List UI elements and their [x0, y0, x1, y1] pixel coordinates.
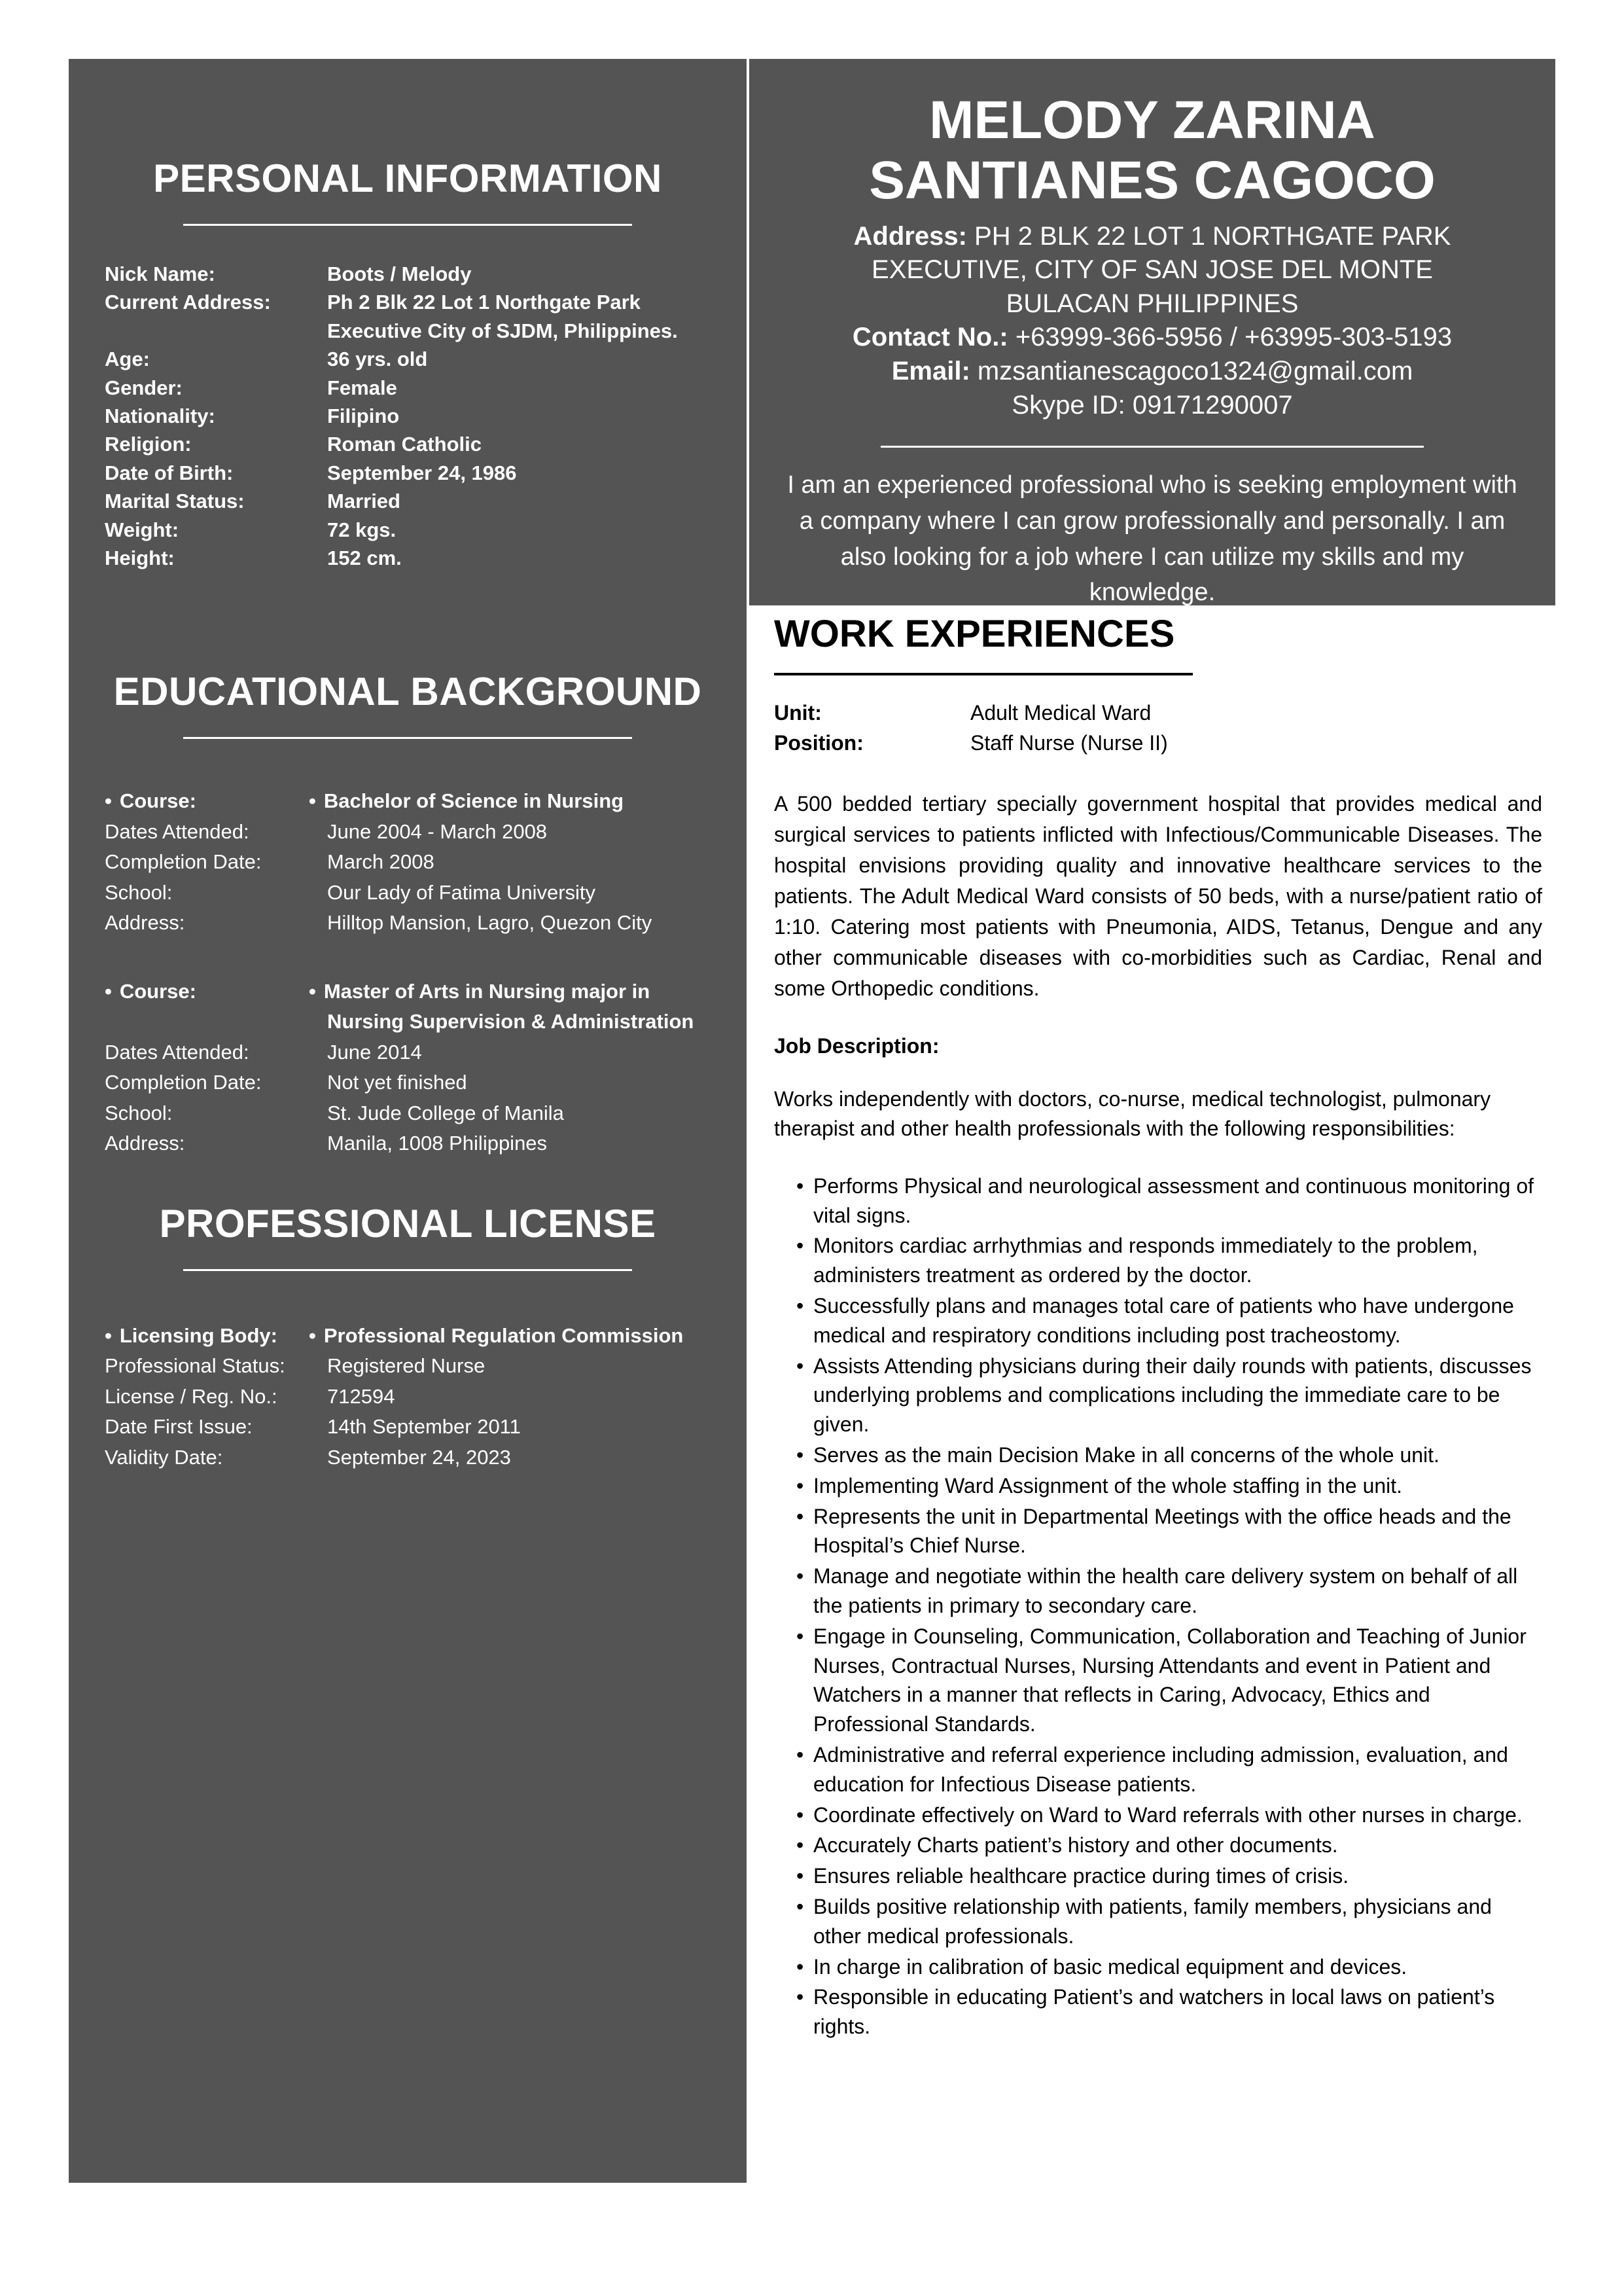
field-value: Not yet finished — [327, 1071, 467, 1094]
section-spacer — [105, 572, 711, 670]
course-label: • Course: — [105, 977, 309, 1007]
field-value: September 24, 2023 — [327, 1445, 511, 1469]
list-item: • Engage in Counseling, Communication, Collaboration and Teaching of Junior Nurses, Contractual Nurses, Nursing Attendants and event in Patient and Watchers in a manner that reflects in Caring, Advocacy, Ethics and Professional Standards. — [796, 1622, 1542, 1739]
personal-information-title: PERSONAL INFORMATION — [153, 156, 662, 200]
education-entry — [105, 786, 711, 939]
table-row — [105, 1321, 711, 1352]
field-label: Address: — [105, 911, 185, 935]
section-spacer — [105, 1159, 711, 1202]
table-row — [105, 878, 711, 908]
field-label — [105, 317, 327, 345]
professional-license-divider — [183, 1269, 631, 1271]
table-row — [105, 908, 711, 939]
field-value: Hilltop Mansion, Lagro, Quezon City — [327, 911, 652, 935]
field-label: Dates Attended: — [105, 819, 249, 843]
work-experiences-title: WORK EXPERIENCES — [774, 613, 1175, 655]
field-label: Completion Date: — [105, 1071, 262, 1094]
table-row — [105, 1037, 711, 1068]
table-row — [105, 374, 711, 402]
educational-background-divider — [183, 737, 631, 739]
field-value: 712594 — [327, 1384, 395, 1408]
work-experiences-meta-table — [774, 698, 1542, 759]
address-line-3: BULACAN PHILIPPINES — [1006, 289, 1299, 318]
field-value: St. Jude College of Manila — [327, 1101, 564, 1124]
hospital-description: A 500 bedded tertiary specially government hospital that provides medical and surgical services to patients inflicted with Infectious/Communicable Diseases. The hospital envisions providing quality and innovative healthcare services to the patients. The Adult Medical Ward consists of 50 beds, with a nurse/patient ratio of 1:10. Catering most patients with Pneumonia, AIDS, Tetanus, Dengue and any other communicable diseases with co-morbidities such as Cardiac, Renal and some Orthopedic conditions. — [774, 791, 1542, 1000]
resume-header-panel — [749, 59, 1555, 605]
table-row — [105, 1007, 711, 1037]
list-item: • Successfully plans and manages total care of patients who have undergone medical and respiratory conditions including post tracheostomy. — [796, 1291, 1542, 1350]
skype-row: Skype ID: 09171290007 — [1012, 390, 1293, 420]
field-label: School: — [105, 1101, 173, 1124]
job-description-label: Job Description: — [774, 1034, 940, 1058]
course-value: • Master of Arts in Nursing major in — [309, 977, 711, 1007]
page-title — [781, 90, 1524, 211]
unit-value: Adult Medical Ward — [970, 701, 1152, 725]
field-label: License / Reg. No.: — [105, 1384, 277, 1408]
table-row — [105, 1128, 711, 1159]
table-row — [105, 516, 711, 544]
field-value: Our Lady of Fatima University — [327, 880, 596, 904]
list-item: • Serves as the main Decision Make in all concerns of the whole unit. — [796, 1441, 1542, 1470]
list-item: • Responsible in educating Patient’s and watchers in local laws on patient’s rights. — [796, 1982, 1542, 2041]
table-row — [774, 698, 1542, 728]
field-label: Height: — [105, 546, 175, 569]
table-row — [105, 544, 711, 572]
field-value: March 2008 — [327, 850, 434, 874]
field-label: Age: — [105, 348, 150, 371]
table-row — [105, 1351, 711, 1382]
field-label: Date of Birth: — [105, 461, 234, 484]
list-item: • Performs Physical and neurological assessment and continuous monitoring of vital signs. — [796, 1172, 1542, 1230]
work-experiences-section — [749, 612, 1567, 2043]
table-row — [105, 977, 711, 1007]
field-value: Married — [327, 490, 400, 513]
education-entry — [105, 977, 711, 1159]
table-row — [105, 459, 711, 487]
list-item: • Coordinate effectively on Ward to Ward referrals with other nurses in charge. — [796, 1801, 1542, 1830]
table-row — [105, 487, 711, 515]
field-label: Address: — [105, 1132, 185, 1155]
position-label: Position: — [774, 731, 864, 755]
email-label: Email: — [891, 357, 970, 386]
table-row — [105, 1067, 711, 1098]
email-row — [781, 355, 1524, 389]
table-row — [105, 317, 711, 345]
field-value: 152 cm. — [327, 546, 402, 569]
job-description-intro: Works independently with doctors, co-nurse, medical technologist, pulmonary therapist and other health professionals with the following responsibilities: — [774, 1087, 1491, 1141]
top-spacer — [105, 59, 711, 157]
table-row — [105, 1098, 711, 1129]
list-item: • Implementing Ward Assignment of the whole staffing in the unit. — [796, 1471, 1542, 1501]
license-entry — [105, 1321, 711, 1473]
professional-license-title: PROFESSIONAL LICENSE — [159, 1201, 656, 1246]
education-entry-table — [105, 786, 711, 939]
address-label: Address: — [853, 221, 967, 251]
field-value: Roman Catholic — [327, 433, 482, 456]
table-row — [105, 260, 711, 288]
table-row — [105, 1412, 711, 1443]
table-row — [105, 402, 711, 430]
licensing-body-label: • Licensing Body: — [105, 1321, 309, 1352]
contact-number-label: Contact No.: — [852, 323, 1008, 352]
name-line-1: MELODY ZARINA — [929, 90, 1375, 150]
list-item: • Manage and negotiate within the health care delivery system on behalf of all the patients in primary to secondary care. — [796, 1562, 1542, 1621]
field-label: Weight: — [105, 518, 179, 541]
table-row — [105, 345, 711, 373]
table-row — [105, 288, 711, 316]
address-block — [781, 220, 1524, 254]
field-value: Executive City of SJDM, Philippines. — [327, 319, 678, 342]
field-value: Registered Nurse — [327, 1354, 485, 1378]
table-row — [105, 817, 711, 848]
education-entry-table — [105, 977, 711, 1159]
course-value-continued: Nursing Supervision & Administration — [327, 1010, 694, 1033]
list-item: • Represents the unit in Departmental Meetings with the office heads and the Hospital’s Chief Nurse. — [796, 1502, 1542, 1561]
field-label: Validity Date: — [105, 1445, 223, 1469]
personal-information-table — [105, 260, 711, 572]
field-value: June 2004 - March 2008 — [327, 819, 548, 843]
table-row — [105, 847, 711, 878]
field-value: 72 kgs. — [327, 518, 397, 541]
table-row — [105, 430, 711, 458]
field-value: June 2014 — [327, 1040, 422, 1064]
email-value: mzsantianescagoco1324@gmail.com — [977, 357, 1413, 386]
licensing-body-value: • Professional Regulation Commission — [309, 1321, 711, 1352]
field-label: Nick Name: — [105, 262, 215, 285]
objective-statement: I am an experienced professional who is seeking employment with a company where I can grow professionally and personally. I am also looking for a job where I can utilize my skills and my knowledge. — [787, 471, 1517, 607]
field-value: September 24, 1986 — [327, 461, 517, 484]
field-label: Marital Status: — [105, 490, 245, 513]
field-value: Female — [327, 376, 397, 399]
contact-number-value: +63999-366-5956 / +63995-303-5193 — [1015, 323, 1453, 352]
list-item: • Monitors cardiac arrhythmias and responds immediately to the problem, administers treatment as ordered by the doctor. — [796, 1231, 1542, 1290]
table-row — [105, 786, 711, 817]
address-line-1: PH 2 BLK 22 LOT 1 NORTHGATE PARK — [974, 221, 1451, 251]
field-label: Date First Issue: — [105, 1415, 253, 1439]
field-label: Current Address: — [105, 291, 271, 314]
field-value: Ph 2 Blk 22 Lot 1 Northgate Park — [327, 291, 641, 314]
license-entry-table — [105, 1321, 711, 1473]
list-item: • Assists Attending physicians during their daily rounds with patients, discusses underlying problems and complications including the immediate care to be given. — [796, 1352, 1542, 1439]
list-item: • Administrative and referral experience including admission, evaluation, and education for Infectious Disease patients. — [796, 1740, 1542, 1799]
table-row — [105, 1382, 711, 1412]
list-item: • Builds positive relationship with patients, family members, physicians and other medical professionals. — [796, 1892, 1542, 1951]
duties-list — [774, 1172, 1542, 2041]
list-item: • In charge in calibration of basic medical equipment and devices. — [796, 1952, 1542, 1982]
field-value: 36 yrs. old — [327, 348, 428, 371]
field-label: Dates Attended: — [105, 1040, 249, 1064]
field-label: Completion Date: — [105, 850, 262, 874]
unit-label: Unit: — [774, 701, 822, 725]
field-label: Professional Status: — [105, 1354, 285, 1378]
field-value: Boots / Melody — [327, 262, 472, 285]
list-item: • Accurately Charts patient’s history and other documents. — [796, 1831, 1542, 1860]
position-value: Staff Nurse (Nurse II) — [970, 731, 1168, 755]
course-value: • Bachelor of Science in Nursing — [309, 786, 711, 817]
course-label: • Course: — [105, 786, 309, 817]
table-row — [774, 728, 1542, 758]
educational-background-title: EDUCATIONAL BACKGROUND — [113, 670, 702, 714]
field-value: 14th September 2011 — [327, 1415, 521, 1439]
address-line-2: EXECUTIVE, CITY OF SAN JOSE DEL MONTE — [872, 255, 1433, 285]
field-label: Nationality: — [105, 404, 215, 427]
field-label: Gender: — [105, 376, 183, 399]
personal-information-divider — [183, 224, 631, 226]
left-sidebar-panel — [69, 59, 747, 2183]
field-value: Manila, 1008 Philippines — [327, 1132, 548, 1155]
contact-number-row — [781, 321, 1524, 355]
header-divider — [881, 446, 1423, 448]
table-row — [105, 1443, 711, 1473]
field-label: Religion: — [105, 433, 192, 456]
list-item: • Ensures reliable healthcare practice during times of crisis. — [796, 1861, 1542, 1891]
work-experiences-divider — [774, 673, 1193, 675]
name-line-2: SANTIANES CAGOCO — [869, 150, 1436, 210]
field-label: School: — [105, 880, 173, 904]
field-value: Filipino — [327, 404, 400, 427]
